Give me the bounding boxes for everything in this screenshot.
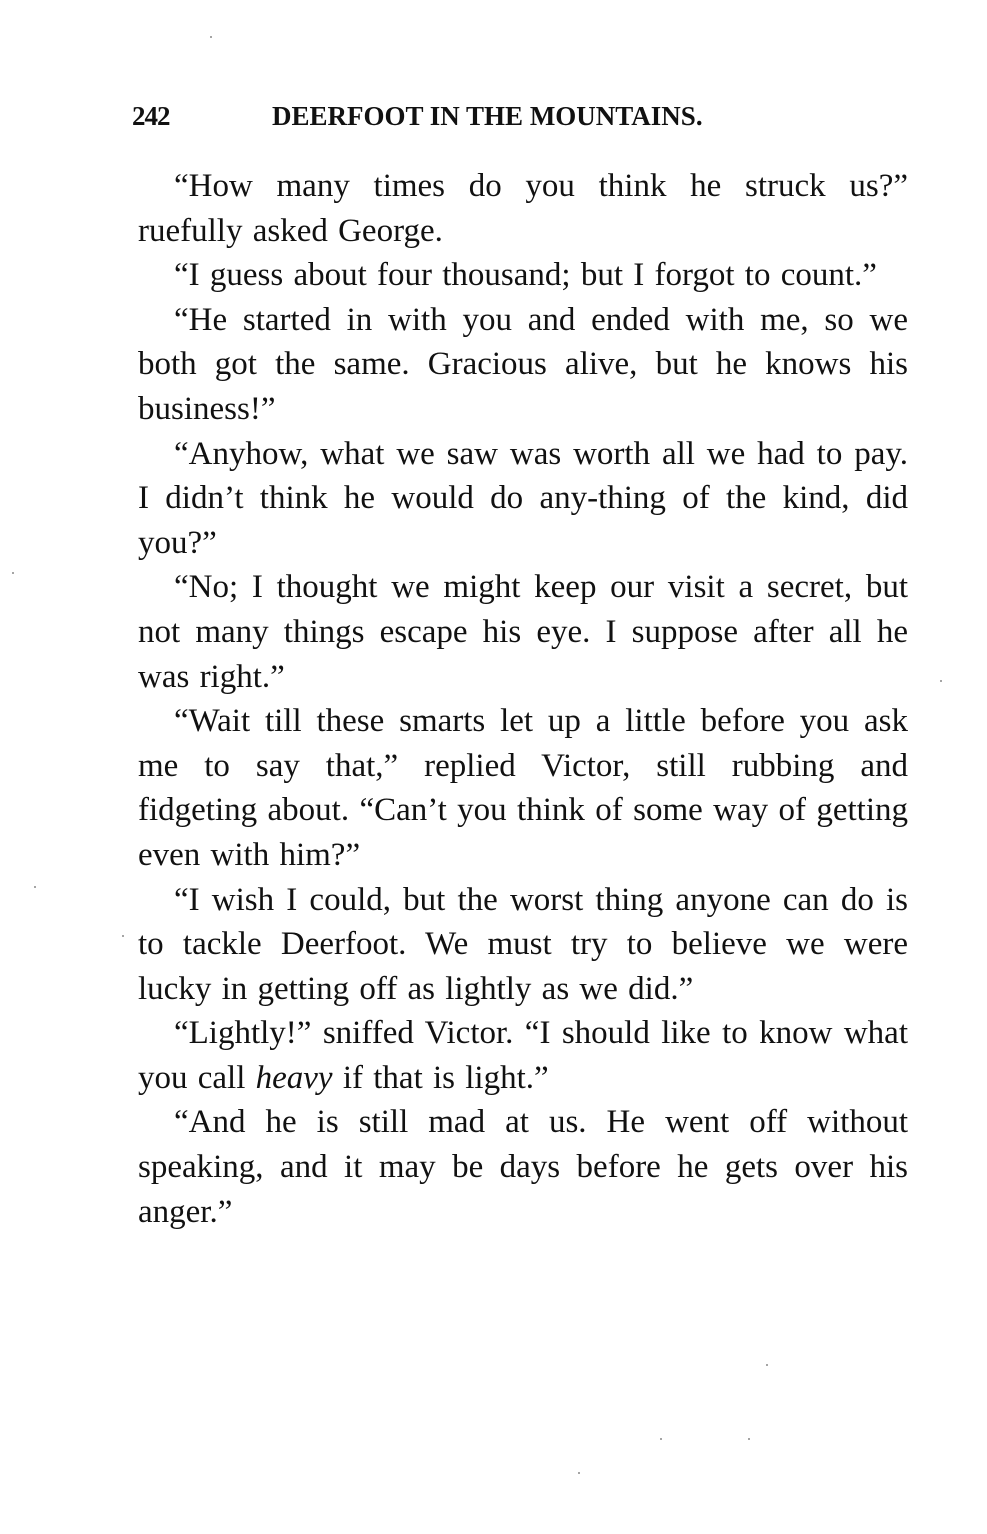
- body-text: [138, 164, 908, 1234]
- paragraph-1: “How many times do you think he struck us?” ruefully asked George.: [138, 168, 908, 249]
- scan-speck: [940, 680, 942, 682]
- paragraph-3: “He started in with you and ended with me, so we both got the same. Gracious alive, but he knows his business!”: [138, 301, 908, 427]
- paragraph-6: “Wait till these smarts let up a little before you ask me to say that,” replied Victor, still rubbing and fidgeting about. “Can’t you think of some way of getting even with him?”: [138, 703, 908, 873]
- scan-speck: [122, 935, 124, 937]
- scan-speck: [660, 1438, 662, 1440]
- paragraph-7: “I wish I could, but the worst thing anyone can do is to tackle Deerfoot. We must try to believe we were lucky in getting off as lightly as we did.”: [138, 881, 908, 1007]
- scan-speck: [766, 1364, 768, 1366]
- paragraph-8-emphasis: heavy: [255, 1059, 333, 1096]
- paragraph-8-after: if that is light.”: [332, 1059, 549, 1096]
- paragraph-8-before: “Lightly!” sniffed Victor. “I should like to know what you call: [138, 1015, 908, 1096]
- paragraph-8: [138, 1011, 908, 1100]
- running-title: DEERFOOT IN THE MOUNTAINS.: [272, 101, 703, 131]
- page-number: 242: [132, 101, 170, 131]
- running-head: [132, 101, 912, 141]
- scan-speck: [578, 1472, 580, 1474]
- paragraph-2: “I guess about four thousand; but I forgot to count.”: [174, 257, 877, 294]
- paragraph-4: “Anyhow, what we saw was worth all we had to pay. I didn’t think he would do any-thing of the kind, did you?”: [138, 435, 908, 561]
- paragraph-5: “No; I thought we might keep our visit a secret, but not many things escape his eye. I suppose after all he was right.”: [138, 569, 908, 695]
- scan-speck: [12, 572, 14, 574]
- paragraph-9: “And he is still mad at us. He went off without speaking, and it may be days before he gets over his anger.”: [138, 1104, 908, 1230]
- scan-speck: [34, 886, 36, 888]
- scan-speck: [748, 1438, 750, 1440]
- scan-speck: [210, 36, 212, 38]
